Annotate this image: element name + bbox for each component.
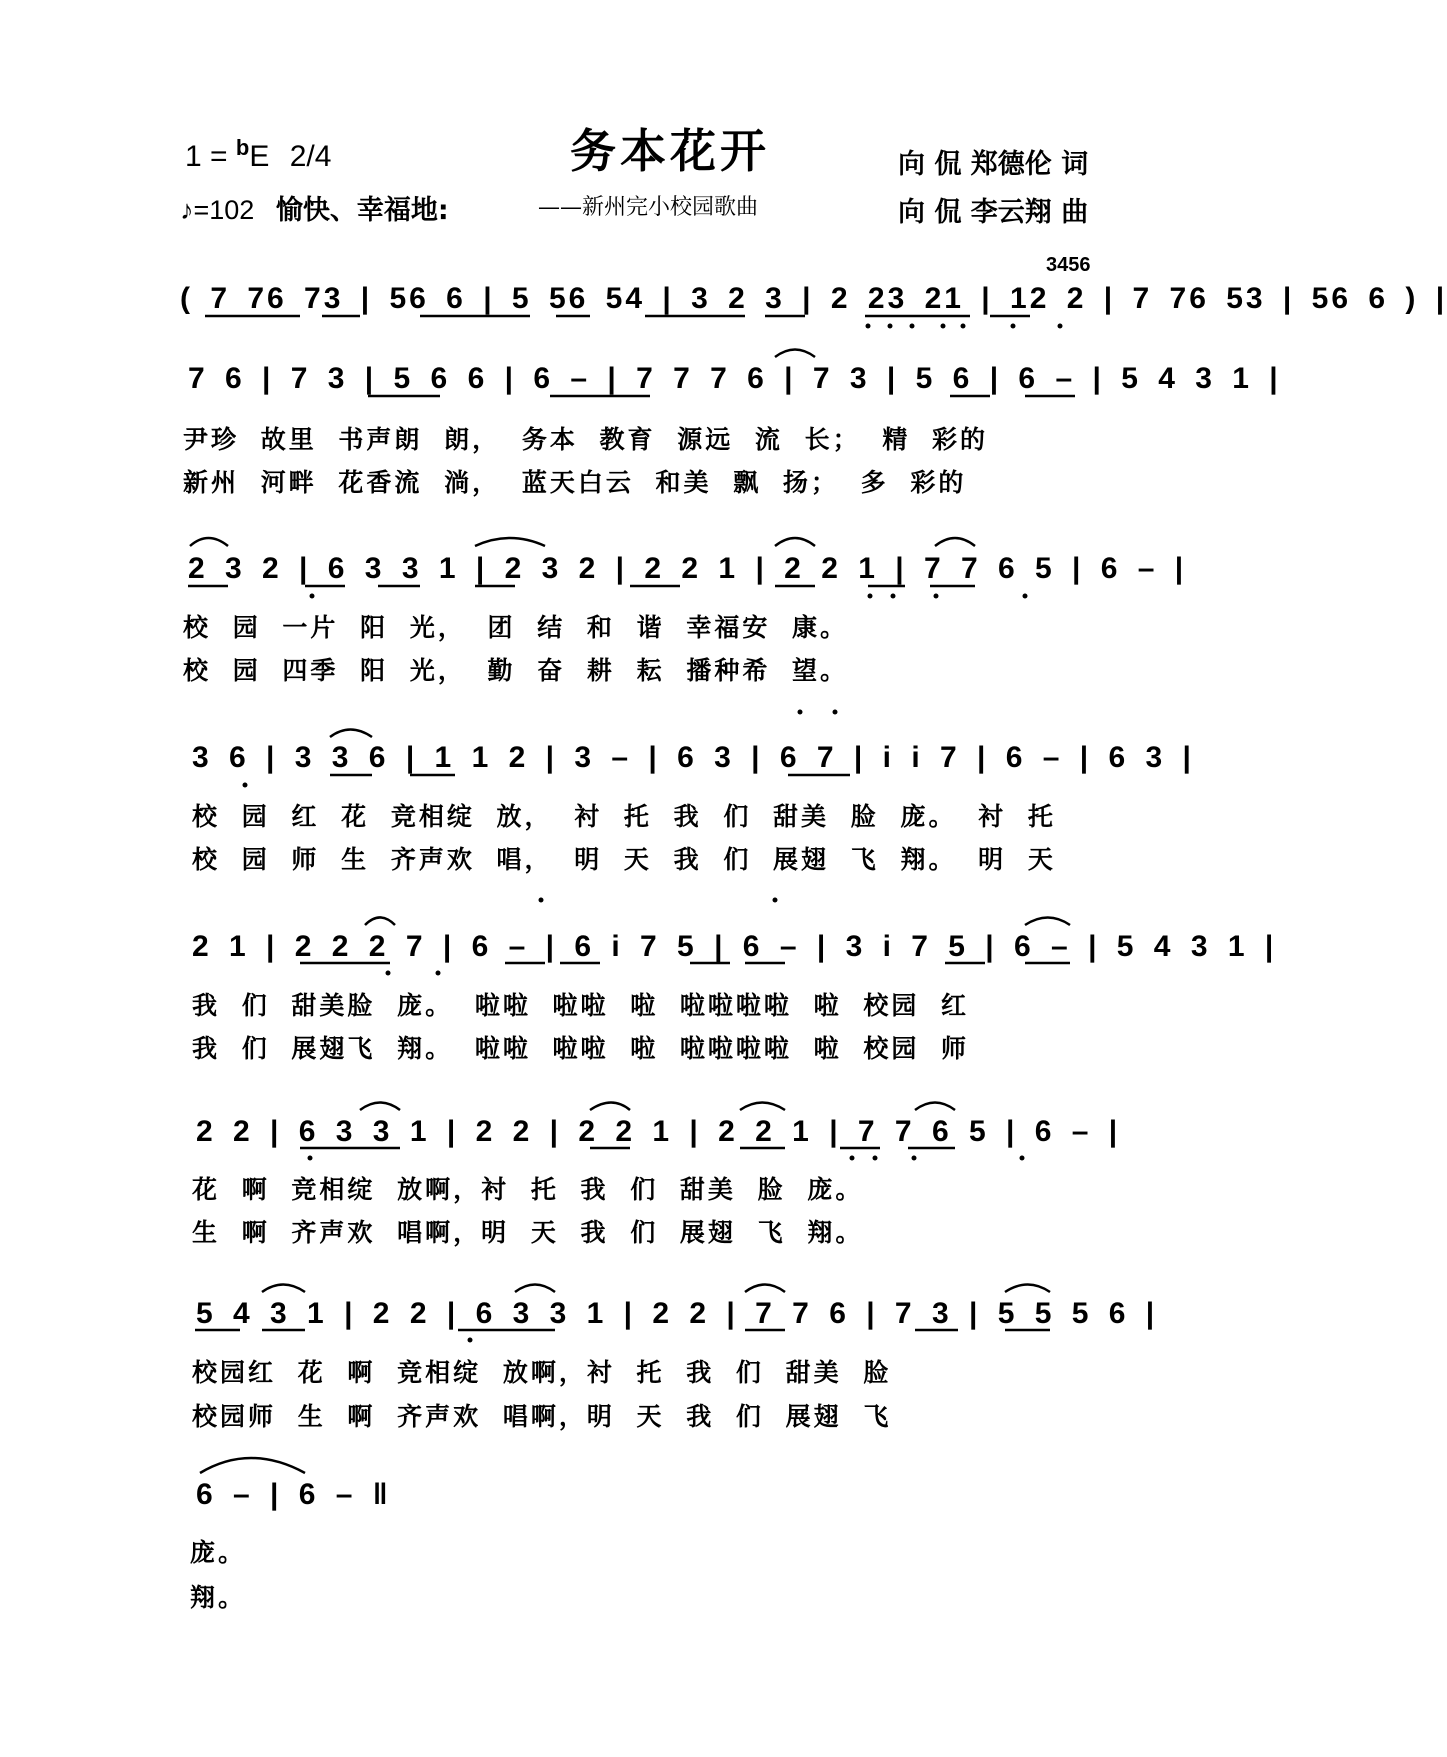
notation-line-6: 2 2 | 6 3 3 1 | 2 2 | 2 2 1 | 2 2 1 | 7 7 6 5 | 6 – | [196,1115,1121,1148]
expression-marking: 愉快、幸福地: [275,195,449,226]
song-title: 务本花开 [570,124,770,178]
octave-dot [866,324,871,329]
slur-arc [515,1285,555,1293]
lyrics-verse2-line-3: 校 园 四季 阳 光， 勤 奋 耕 耘 播种希 望。 [183,656,849,685]
octave-dot [1023,594,1028,599]
slur-arc [775,538,815,546]
lyrics-verse2-line-2: 新州 河畔 花香流 淌， 蓝天白云 和美 飘 扬； 多 彩的 [183,468,967,497]
slur-arc [745,1285,785,1293]
lyrics-verse2-line-7: 校园师 生 啊 齐声欢 唱啊，明 天 我 们 展翅 飞 [192,1402,892,1431]
notation-line-7: 5 4 3 1 | 2 2 | 6 3 3 1 | 2 2 | 7 7 6 | 7 3 | 5 5 5 6 | [196,1297,1158,1330]
octave-dot [1020,1156,1025,1161]
lyrics-verse1-line-5: 我 们 甜美脸 庞。 啦啦 啦啦 啦 啦啦啦啦 啦 校园 红 [192,991,970,1020]
lyrics-verse2-line-5: 我 们 展翅飞 翔。 啦啦 啦啦 啦 啦啦啦啦 啦 校园 师 [192,1034,970,1063]
octave-dot [850,1156,855,1161]
octave-dot [934,594,939,599]
song-subtitle: ——新州完小校园歌曲 [538,195,759,220]
lyrics-verse1-line-2: 尹珍 故里 书声朗 朗， 务本 教育 源远 流 长； 精 彩的 [183,425,989,454]
octave-dot [910,324,915,329]
octave-dot [891,594,896,599]
octave-dot [386,971,391,976]
octave-dot [468,1338,473,1343]
slur-arc [360,1103,400,1111]
lyrics-verse1-line-8: 庞。 [190,1538,247,1567]
octave-dot [833,710,838,715]
octave-dot [868,594,873,599]
octave-dot [539,898,544,903]
octave-dot [941,324,946,329]
octave-dot [436,971,441,976]
octave-dot [888,324,893,329]
lyrics-verse2-line-6: 生 啊 齐声欢 唱啊，明 天 我 们 展翅 飞 翔。 [192,1218,864,1247]
octave-dot [1058,324,1063,329]
slur-arc [262,1285,305,1293]
slur-arc [915,1103,955,1111]
notation-line-1: ( 7 76 73 | 56 6 | 5 56 54 | 3 2 3 | 2 23 21 | 12 2 | 7 76 53 | 56 6 ) | [180,282,1447,315]
notation-line-4: 3 6 | 3 3 6 | 1 1 2 | 3 – | 6 3 | 6 7 | i i 7 | 6 – | 6 3 | [192,741,1194,774]
notation-line-8: 6 – | 6 – ‖ [196,1478,391,1511]
slur-arc [475,538,545,546]
slur-arc [1025,918,1070,926]
slur-arc [330,730,372,738]
slur-arc [740,1103,785,1111]
lyrics-verse1-line-4: 校 园 红 花 竞相绽 放， 衬 托 我 们 甜美 脸 庞。 衬 托 [192,802,1056,831]
octave-dot [873,1156,878,1161]
grace-notes: 3456 [1046,254,1091,276]
lyrics-verse1-line-3: 校 园 一片 阳 光， 团 结 和 谐 幸福安 康。 [183,613,849,642]
slur-arc [590,1103,630,1111]
slur-arc [1005,1285,1050,1293]
notation-line-5: 2 1 | 2 2 2 7 | 6 – | 6 i 7 5 | 6 – | 3 i 7 5 | 6 – | 5 4 3 1 | [192,930,1277,963]
slur-arc [190,538,228,546]
tempo-marking: ♪=102 愉快、幸福地: [180,195,449,226]
lyricist-credit: 向 侃 郑德伦 词 [898,149,1089,180]
key-signature: 1 = $^b$E 2/4 [185,135,332,173]
octave-dot [961,324,966,329]
lyrics-verse1-line-6: 花 啊 竞相绽 放啊，衬 托 我 们 甜美 脸 庞。 [192,1175,864,1204]
notation-line-2: 7 6 | 7 3 | 5 6 6 | 6 – | 7 7 7 6 | 7 3 | 5 6 | 6 – | 5 4 3 1 | [188,362,1281,395]
octave-dot [798,710,803,715]
lyrics-verse1-line-7: 校园红 花 啊 竞相绽 放啊，衬 托 我 们 甜美 脸 [192,1358,892,1387]
lyrics-verse2-line-4: 校 园 师 生 齐声欢 唱， 明 天 我 们 展翅 飞 翔。 明 天 [192,845,1056,874]
slur-arc [935,538,975,546]
octave-dot [308,1156,313,1161]
slur-arc [365,918,395,926]
time-signature: 2/4 [289,140,332,173]
composer-credit: 向 侃 李云翔 曲 [898,197,1089,228]
slur-arc [775,350,815,358]
octave-dot [243,783,248,788]
octave-dot [912,1156,917,1161]
octave-dot [310,594,315,599]
tie-arc [200,1458,305,1473]
octave-dot [773,898,778,903]
octave-dot [1011,324,1016,329]
flat-sign: b [235,135,250,160]
lyrics-verse2-line-8: 翔。 [190,1583,247,1612]
notation-line-3: 2 3 2 | 6 3 3 1 | 2 3 2 | 2 2 1 | 2 2 1 | 7 7 6 5 | 6 – | [188,552,1187,585]
